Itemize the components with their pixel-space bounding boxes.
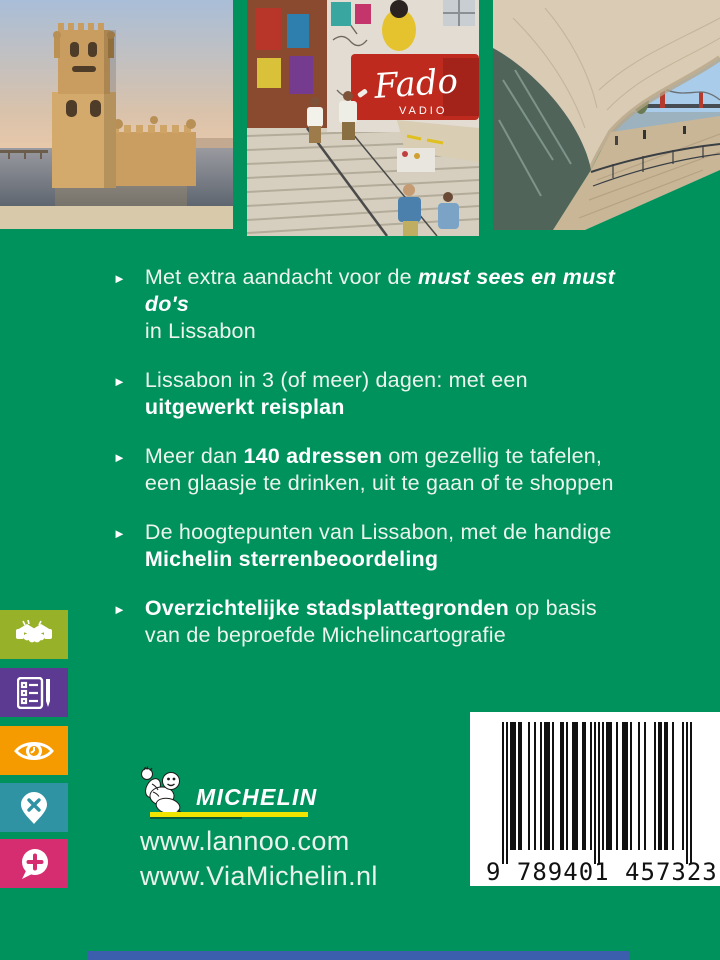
map-pin-x-icon: [20, 791, 48, 825]
bullet-item: [113, 519, 653, 573]
sidebar-tile-checklist: [0, 668, 68, 717]
sidebar-tile-map-pin: [0, 783, 68, 832]
photo-fado-stairway: [247, 0, 479, 236]
michelin-underline-shadow: [150, 817, 242, 819]
bullet-text: De hoogtepunten van Lissabon, met de handige Michelin sterrenbeoordeling: [144, 520, 612, 571]
sidebar-tile-handshake: [0, 610, 68, 659]
handshake-icon: [15, 620, 53, 650]
bullet-item: [113, 595, 653, 649]
bullet-arrow-icon: ►: [113, 271, 126, 286]
lannoo-url: www.lannoo.com: [140, 826, 350, 856]
maat-museum-illustration: [493, 0, 720, 230]
bullet-arrow-icon: ►: [113, 602, 126, 617]
sidebar-tile-plus-bubble: [0, 839, 68, 888]
footer-blue-bar: [88, 951, 630, 960]
viamichelin-url: www.ViaMichelin.nl: [140, 861, 378, 891]
sidebar-tile-eye: [0, 726, 68, 775]
eye-icon: [14, 737, 54, 765]
bullet-arrow-icon: ►: [113, 526, 126, 541]
michelin-wordmark: MICHELIN: [196, 784, 318, 810]
bibendum-michelin-man-icon: [138, 766, 194, 816]
photo-belem-tower: [0, 0, 233, 229]
plus-bubble-icon: [18, 848, 50, 880]
fado-stairway-illustration: [247, 0, 479, 236]
bullet-arrow-icon: ►: [113, 374, 126, 389]
mural-text-fado: Fado: [372, 61, 460, 107]
bullet-text: Meer dan 140 adressen om gezellig te tafelen, een glaasje te drinken, uit te gaan of te shoppen: [144, 444, 614, 495]
bullet-text: Met extra aandacht voor de must sees en must do's in Lissabon: [144, 265, 615, 343]
checklist-pencil-icon: [17, 677, 51, 709]
selling-points-list: [113, 264, 653, 671]
photo-maat-museum: [493, 0, 720, 230]
bullet-item: [113, 367, 653, 421]
mural-text-vadio: VADIO: [399, 105, 448, 117]
isbn-barcode: [470, 712, 720, 886]
bullet-item: [113, 264, 653, 345]
belem-tower-illustration: [0, 0, 233, 229]
bullet-arrow-icon: ►: [113, 450, 126, 465]
bullet-item: [113, 443, 653, 497]
bullet-text: Lissabon in 3 (of meer) dagen: met een uitgewerkt reisplan: [144, 368, 528, 419]
isbn-number: 9 789401 457323: [486, 858, 718, 886]
bullet-text: Overzichtelijke stadsplattegronden op basis van de beproefde Michelincartografie: [144, 596, 597, 647]
barcode-svg: [470, 712, 720, 886]
